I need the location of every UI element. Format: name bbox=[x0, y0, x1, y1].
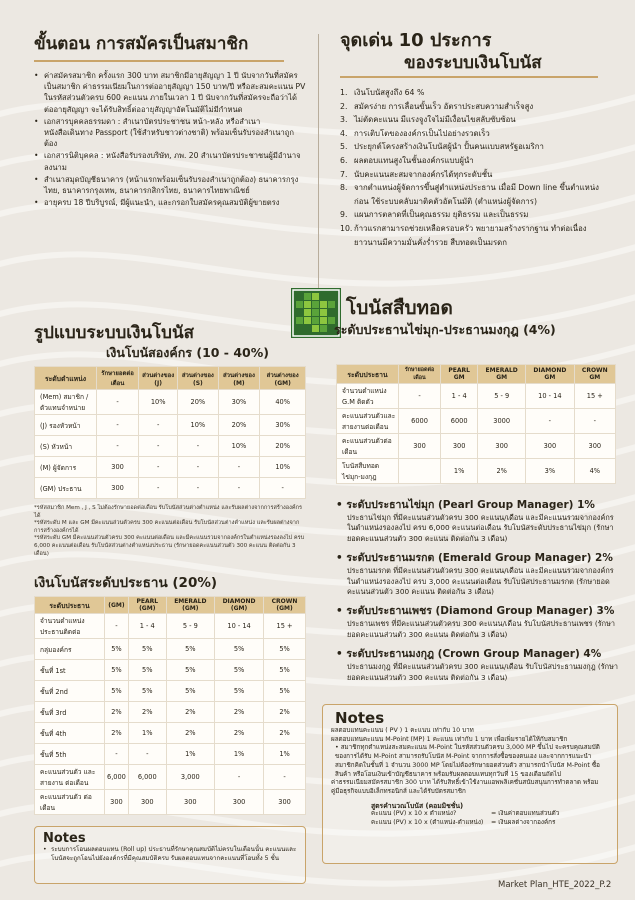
table-cell: - bbox=[97, 390, 139, 415]
notes-left-text-wrap bbox=[43, 846, 297, 863]
row-label: คะแนนส่วนตัวและสายงานต่อเดือน bbox=[337, 409, 399, 434]
table-cell: - bbox=[264, 765, 306, 790]
highlights-section bbox=[340, 30, 610, 249]
table-cell: 5% bbox=[215, 639, 264, 660]
table-header: DIAMOND (GM) bbox=[215, 597, 264, 614]
footnote: *รหัสระดับ GM มีคะแนนส่วนตัวครบ 300 คะแนนต่อเดือน และมีคะแนนรวมจากองค์กรในตำแหน่งรองลงไป ครบ 6,000 คะแนนต่อเดือน รับโบนัสส่วนต่างตำแหน่งประธาน (รักษายอดคะแนนส่วนตัว 300 คะแนน ติดต่อกัน 3 เดือน) bbox=[34, 535, 305, 557]
formula-left: คะแนน (PV) x 10 x (ตำแหน่ง-ตำแหน่ง) bbox=[371, 819, 484, 827]
table-cell: 15 + bbox=[264, 614, 306, 639]
bullet-icon: • bbox=[43, 846, 47, 853]
table-cell: 5 - 9 bbox=[166, 614, 214, 639]
table-cell: - bbox=[526, 409, 575, 434]
chair-bonus-section bbox=[34, 573, 306, 815]
table-header: ระดับประธาน bbox=[337, 365, 399, 384]
table-cell: 5% bbox=[166, 639, 214, 660]
table-header: PEARL (GM) bbox=[128, 597, 166, 614]
logo-square bbox=[312, 317, 319, 324]
table-cell: 300 bbox=[441, 434, 478, 459]
logo-square bbox=[320, 309, 327, 316]
logo-square bbox=[296, 301, 303, 308]
notes-left-box bbox=[34, 826, 306, 884]
highlight-number: 9. bbox=[340, 210, 348, 220]
highlight-number: 2. bbox=[340, 101, 348, 111]
highlight-text: แผนการตลาดที่เป็นคุณธรรม ยุติธรรม และเป็นธรรม bbox=[354, 210, 529, 220]
chair-bonus-table bbox=[34, 596, 306, 815]
row-label: ชั้นที่ 2nd bbox=[35, 681, 105, 702]
list-item: • อายุครบ 18 ปีบริบูรณ์, มีผู้แนะนำ, และกรอกใบสมัครคุณสมบัติผู้ขายตรง bbox=[34, 197, 306, 208]
table-cell: 300 bbox=[105, 790, 129, 815]
table-cell: - bbox=[105, 614, 129, 639]
table-row bbox=[35, 436, 306, 457]
notes-left-text: ระบบการโอนผลตอบแทน (Roll up) ประธานที่รักษาคุณสมบัติไม่ครบในเดือนนั้น คะแนนและโบนัสจะถูกโอนไปยังองค์กรที่มีคุณสมบัติครบ รับผลตอบแทนจากคะแนนที่โอนทั้ง 5 ชั้น bbox=[51, 846, 297, 862]
table-cell: 300 bbox=[478, 434, 526, 459]
column-divider bbox=[318, 34, 319, 296]
row-label: กลุ่มองค์กร bbox=[35, 639, 105, 660]
chair-level-heading bbox=[336, 602, 618, 619]
chair-level-heading bbox=[336, 496, 618, 513]
chair-level-item bbox=[336, 645, 618, 683]
table-cell: 3000 bbox=[478, 409, 526, 434]
table-cell: 30% bbox=[260, 415, 306, 436]
table-header: ระดับตำแหน่ง bbox=[35, 367, 97, 390]
org-bonus-title: รูปแบบระบบเงินโบนัส bbox=[34, 323, 194, 343]
highlight-item bbox=[340, 140, 610, 154]
chair-level-heading-text: ระดับประธานเพชร (Diamond Group Manager) 3% bbox=[346, 605, 615, 618]
table-row bbox=[35, 660, 306, 681]
table-row bbox=[35, 790, 306, 815]
chair-level-body: ประธานไข่มุก ที่มีคะแนนส่วนตัวครบ 300 คะแนน/เดือน และมีคะแนนรวมจากองค์กรในตำแหน่งรองลงไป ครบ 6,000 คะแนนต่อเดือน รับโบนัสระดับประธานไข่มุก (รักษายอดคะแนนส่วนตัว 300 คะแนน ติดต่อกัน 3 เดือน) bbox=[347, 513, 614, 543]
table-cell: 15 + bbox=[574, 384, 615, 409]
table-header: CROWN GM bbox=[574, 365, 615, 384]
table-cell: 20% bbox=[218, 415, 260, 436]
table-header: ส่วนต่างของ (J) bbox=[139, 367, 178, 390]
formula-title: สูตรคำนวณโบนัส (คอมมิชชั่น) bbox=[371, 801, 464, 810]
notes-right-title: Notes bbox=[335, 709, 385, 727]
notes-left-title: Notes bbox=[43, 831, 86, 846]
table-cell: 2% bbox=[264, 723, 306, 744]
registration-list bbox=[34, 70, 306, 208]
table-cell: 300 bbox=[215, 790, 264, 815]
row-label: จำนวนตำแหน่ง ประธานติดต่อ bbox=[35, 614, 105, 639]
logo-square bbox=[304, 301, 311, 308]
row-label: คะแนนส่วนตัวต่อเดือน bbox=[337, 434, 399, 459]
row-label: (S) หัวหน้า bbox=[35, 436, 97, 457]
highlight-item bbox=[340, 100, 610, 114]
table-cell: 5% bbox=[215, 681, 264, 702]
table-cell: 5% bbox=[128, 639, 166, 660]
table-cell: 300 bbox=[526, 434, 575, 459]
highlights-title: จุดเด่น 10 ประการ bbox=[340, 30, 492, 51]
highlight-number: 5. bbox=[340, 142, 348, 152]
table-cell: 1% bbox=[264, 744, 306, 765]
formula-row bbox=[331, 819, 609, 828]
table-cell: 6,000 bbox=[105, 765, 129, 790]
highlight-text: นับคะแนนสะสมจากองค์กรได้ทุกระดับชั้น bbox=[354, 169, 493, 179]
table-row bbox=[35, 390, 306, 415]
table-cell: 10 - 14 bbox=[526, 384, 575, 409]
table-cell: - bbox=[97, 436, 139, 457]
table-row bbox=[35, 681, 306, 702]
logo-square bbox=[312, 325, 319, 332]
row-label: คะแนนส่วนตัว และสายงาน ต่อเดือน bbox=[35, 765, 105, 790]
table-cell: 1% bbox=[128, 723, 166, 744]
chair-level-item bbox=[336, 602, 618, 640]
logo-square bbox=[304, 317, 311, 324]
list-item: • เอกสารบุคคลธรรมดา : สำเนาบัตรประชาชน หน้า-หลัง หรือสำเนาหนังสือเดินทาง Passport (ใช้สำหรับชาวต่างชาติ) พร้อมเซ็นรับรองสำเนาถูกต้อง bbox=[34, 116, 306, 150]
table-row bbox=[35, 639, 306, 660]
table-header: ส่วนต่างของ (M) bbox=[218, 367, 260, 390]
logo-square bbox=[328, 301, 335, 308]
table-row bbox=[35, 723, 306, 744]
highlight-text: ก้าวแรกสามารถช่วยเหลือครอบครัว พยายามสร้างรากฐาน ทำต่อเนื่องยาวนานมีความมั่นคั่งร่ำรวย สืบทอดเป็นมรดก bbox=[354, 223, 587, 247]
highlight-number: 3. bbox=[340, 115, 348, 125]
bullet-icon: • bbox=[336, 552, 347, 565]
table-cell: 40% bbox=[260, 390, 306, 415]
highlight-item bbox=[340, 208, 610, 222]
table-row bbox=[35, 744, 306, 765]
row-label: จำนวนตำแหน่ง G.M ติดตัว bbox=[337, 384, 399, 409]
table-cell: 4% bbox=[574, 459, 615, 484]
table-cell: 2% bbox=[105, 702, 129, 723]
row-label: ชั้นที่ 4th bbox=[35, 723, 105, 744]
table-header: (GM) bbox=[105, 597, 129, 614]
table-cell: - bbox=[139, 457, 178, 478]
row-label: คะแนนส่วนตัว ต่อเดือน bbox=[35, 790, 105, 815]
notes-line: • สมาชิกทุกตำแหน่งสะสมคะแนน M-Point ในรหัสส่วนตัวครบ 3,000 MP ขึ้นไป จะครบคุณสมบัติของการได้รับ M-Point สามารถรับโบนัส M-Point จากการสั่งซื้อของตนเอง และจากการแนะนำสมาชิกคิดในชั้นที่ 1 จำนวน 3000 MP โดยไม่ต้องรักษายอดส่วนตัว สามารถนำโบนัส M-Point ซื้อสินค้า หรือโอนเงินเข้าบัญชีธนาคาร พร้อมรับผลตอบแทนทุกวันที่ 15 ของเดือนถัดไป bbox=[335, 744, 600, 778]
row-label: ชั้นที่ 1st bbox=[35, 660, 105, 681]
table-cell: 5% bbox=[264, 660, 306, 681]
table-cell: 300 bbox=[128, 790, 166, 815]
chair-level-body: ประธานมรกต ที่มีคะแนนส่วนตัวครบ 300 คะแนน/เดือน และมีคะแนนรวมจากองค์กรในตำแหน่งรองลงไป ครบ 3,000 คะแนนต่อเดือน รับโบนัสประธานมรกต (รักษายอดคะแนนส่วนตัว 300 คะแนน ติดต่อกัน 3 เดือน) bbox=[347, 566, 614, 597]
highlight-number: 7. bbox=[340, 169, 348, 179]
notes-right-body bbox=[331, 727, 609, 828]
bullet-icon: • bbox=[336, 605, 347, 618]
chair-level-body: ประธานเพชร ที่มีคะแนนส่วนตัวครบ 300 คะแนน/เดือน รับโบนัสประธานเพชร (รักษายอดคะแนนส่วนตัว 300 คะแนน ติดต่อกัน 3 เดือน) bbox=[347, 619, 615, 639]
highlight-item bbox=[340, 168, 610, 182]
table-row bbox=[337, 409, 616, 434]
highlights-subtitle: ของระบบเงินโบนัส bbox=[340, 52, 598, 78]
table-cell: 5% bbox=[128, 681, 166, 702]
table-row bbox=[35, 457, 306, 478]
table-cell: 1% bbox=[215, 744, 264, 765]
chair-level-heading-text: ระดับประธานมรกต (Emerald Group Manager) 2% bbox=[346, 552, 613, 565]
table-header: EMERALD GM bbox=[478, 365, 526, 384]
highlight-text: ประยุกต์โครงสร้างเงินโบนัสผู้นำ ปั้นคนแบบสหรัฐอเมริกา bbox=[354, 142, 544, 152]
table-row bbox=[35, 765, 306, 790]
table-cell: 300 bbox=[264, 790, 306, 815]
logo-square bbox=[312, 309, 319, 316]
table-row bbox=[337, 434, 616, 459]
chair-level-item bbox=[336, 496, 618, 544]
registration-section bbox=[34, 30, 306, 209]
formula-right: = เงินผลต่างจากองค์กร bbox=[491, 819, 556, 827]
table-cell: 20% bbox=[178, 390, 218, 415]
table-row bbox=[35, 614, 306, 639]
table-cell: - bbox=[178, 436, 218, 457]
table-cell: 10% bbox=[139, 390, 178, 415]
page-footer: Market Plan_HTE_2022_P.2 bbox=[498, 880, 612, 890]
highlights-list bbox=[340, 86, 610, 249]
notes-line: ผลตอบแทนคะแนน M-Point (MP) 1 คะแนน เท่ากับ 1 บาท เพื่อเพิ่มรายได้ให้กับสมาชิก bbox=[331, 735, 568, 743]
table-cell: 300 bbox=[166, 790, 214, 815]
chair-level-descriptions bbox=[336, 496, 618, 688]
logo-square bbox=[296, 317, 303, 324]
org-bonus-subtitle: เงินโบนัสองค์กร (10 - 40%) bbox=[106, 345, 269, 360]
logo-square bbox=[312, 301, 319, 308]
table-cell: 5% bbox=[264, 639, 306, 660]
table-cell: 10 - 14 bbox=[215, 614, 264, 639]
table-cell: - bbox=[128, 744, 166, 765]
table-cell: - bbox=[139, 478, 178, 499]
highlight-number: 4. bbox=[340, 128, 348, 138]
list-item: • ค่าสมัครสมาชิก ครั้งแรก 300 บาท สมาชิกมีอายุสัญญา 1 ปี นับจากวันที่สมัครเป็นสมาชิก ค่าธรรมเนียมในการต่ออายุสัญญา 150 บาท/ปี หรือสะสมคะแนน PV ในรหัสส่วนตัวครบ 600 คะแนน ภายในเวลา 1 ปี นับจากวันที่สมัครจะถือว่าได้ต่ออายุสัญญา จะได้รับสิทธิ์ต่ออายุสัญญาอัตโนมัติไม่มีกำหนด bbox=[34, 70, 306, 115]
highlight-text: ผลตอบแทนสูงในชั้นองค์กรแบบผู้นำ bbox=[354, 155, 474, 165]
table-cell: 1 - 4 bbox=[128, 614, 166, 639]
chair-level-heading bbox=[336, 645, 618, 662]
table-cell: 5% bbox=[105, 639, 129, 660]
table-cell: 300 bbox=[574, 434, 615, 459]
logo-square bbox=[320, 325, 327, 332]
logo-square bbox=[320, 301, 327, 308]
inheritance-section bbox=[334, 296, 616, 346]
highlight-number: 8. bbox=[340, 183, 348, 193]
org-bonus-table bbox=[34, 366, 306, 499]
table-cell: 3,000 bbox=[166, 765, 214, 790]
highlight-item bbox=[340, 113, 610, 127]
table-cell: - bbox=[139, 415, 178, 436]
row-label: (Mem) สมาชิก / ตัวแทนจำหน่าย bbox=[35, 390, 97, 415]
highlight-text: ไม่ตัดคะแนน มีแรงจูงใจไม่มีเงื่อนไขสลับซับซ้อน bbox=[354, 115, 516, 125]
notes-right-box bbox=[322, 704, 618, 864]
formula-right: = เงินค่าตอบแทนส่วนตัว bbox=[491, 810, 560, 818]
table-cell: - bbox=[178, 457, 218, 478]
table-cell: 2% bbox=[478, 459, 526, 484]
chair-level-heading-text: ระดับประธานมงกุฎ (Crown Group Manager) 4% bbox=[346, 648, 602, 661]
table-cell: 2% bbox=[166, 723, 214, 744]
table-cell: 1% bbox=[441, 459, 478, 484]
highlight-text: จากตำแหน่งผู้จัดการขึ้นสู่ตำแหน่งประธาน เมื่อมี Down line ขึ้นตำแหน่งก่อน ใช้ระบบคลับมาติคตัวอัตโนมัติ (ตำแหน่งผู้จัดการ) bbox=[354, 183, 599, 206]
highlight-text: เงินโบนัสสูงถึง 64 % bbox=[354, 88, 425, 97]
table-cell: 6000 bbox=[399, 409, 441, 434]
table-header: รักษายอดต่อเดือน bbox=[97, 367, 139, 390]
logo-square bbox=[320, 317, 327, 324]
table-cell: 2% bbox=[166, 702, 214, 723]
list-item: • สำเนาสมุดบัญชีธนาคาร (หน้าแรกพร้อมเซ็นรับรองสำเนาถูกต้อง) ธนาคารกรุงไทย, ธนาคารกรุงเทพ, ธนาคารกสิกรไทย, ธนาคารไทยพาณิชย์ bbox=[34, 174, 306, 196]
table-cell: - bbox=[139, 436, 178, 457]
table-cell: - bbox=[178, 478, 218, 499]
table-cell: 1% bbox=[166, 744, 214, 765]
bullet-icon: • bbox=[336, 648, 347, 661]
inheritance-table-wrap bbox=[336, 364, 616, 484]
table-cell: - bbox=[215, 765, 264, 790]
table-cell: - bbox=[218, 457, 260, 478]
notes-line: ผลตอบแทนคะแนน ( PV ) 1 คะแนน เท่ากับ 10 บาท bbox=[331, 727, 474, 734]
table-cell: 6,000 bbox=[128, 765, 166, 790]
table-cell: 1 - 4 bbox=[441, 384, 478, 409]
org-bonus-footnotes bbox=[34, 505, 306, 558]
table-header: ระดับประธาน bbox=[35, 597, 105, 614]
highlight-item bbox=[340, 127, 610, 141]
org-bonus-section bbox=[34, 322, 306, 558]
highlight-item bbox=[340, 222, 610, 249]
table-header: PEARL GM bbox=[441, 365, 478, 384]
list-item: • เอกสารนิติบุคคล : หนังสือรับรองบริษัท, ภพ. 20 สำเนาบัตรประชาชนผู้มีอำนาจลงนาม bbox=[34, 150, 306, 172]
table-cell: 2% bbox=[264, 702, 306, 723]
table-cell: - bbox=[105, 744, 129, 765]
row-label: (GM) ประธาน bbox=[35, 478, 97, 499]
table-cell: 300 bbox=[399, 434, 441, 459]
chair-level-heading-text: ระดับประธานไข่มุก (Pearl Group Manager) 1% bbox=[346, 499, 595, 511]
table-cell: - bbox=[218, 478, 260, 499]
table-cell: 5% bbox=[166, 681, 214, 702]
table-cell: 300 bbox=[97, 457, 139, 478]
table-cell: 10% bbox=[218, 436, 260, 457]
footnote: *รหัสสมาชิก Mem , J , S ไม่ต้องรักษายอดต่อเดือน รับโบนัสส่วนต่างตำแหน่ง และรับผลต่างจากการสร้างองค์กรได้ bbox=[34, 505, 302, 519]
notes-line: ค่าธรรมเนียมสมัครสมาชิก 300 บาท ได้รับสิทธิ์เข้าใช้งานแอพพลิเคชั่นสนับสนุนการทำตลาด พร้อมคู่มือธุรกิจแบบอิเล็กทรอนิกส์ และได้รับบัตรสมาชิก bbox=[331, 779, 599, 795]
table-cell bbox=[399, 459, 441, 484]
table-cell: 2% bbox=[215, 702, 264, 723]
chair-level-item bbox=[336, 549, 618, 597]
table-cell: 2% bbox=[215, 723, 264, 744]
table-cell: 10% bbox=[260, 457, 306, 478]
highlight-text: สมัครง่าย การเลื่อนขั้นเร็ว อัตราประสบความสำเร็จสูง bbox=[354, 101, 534, 111]
table-cell: 2% bbox=[128, 702, 166, 723]
table-row bbox=[35, 415, 306, 436]
row-label: (M) ผู้จัดการ bbox=[35, 457, 97, 478]
row-label: ชั้นที่ 3rd bbox=[35, 702, 105, 723]
table-cell: 5% bbox=[128, 660, 166, 681]
row-label: ชั้นที่ 5th bbox=[35, 744, 105, 765]
table-header: ส่วนต่างของ (S) bbox=[178, 367, 218, 390]
formula-left: คะแนน (PV) x 10 x ตำแหน่ง? bbox=[371, 810, 457, 818]
row-label: โบนัสสืบทอด ไข่มุก-มงกุฎ bbox=[337, 459, 399, 484]
highlight-text: การเติบโตขององค์กรเป็นไปอย่างรวดเร็ว bbox=[354, 128, 490, 138]
table-cell: 300 bbox=[97, 478, 139, 499]
table-row bbox=[337, 384, 616, 409]
table-cell: 6000 bbox=[441, 409, 478, 434]
table-row bbox=[337, 459, 616, 484]
table-cell: - bbox=[574, 409, 615, 434]
table-cell: 30% bbox=[218, 390, 260, 415]
logo-square bbox=[304, 293, 311, 300]
table-cell: - bbox=[399, 384, 441, 409]
table-cell: 3% bbox=[526, 459, 575, 484]
chair-level-body: ประธานมงกุฎ ที่มีคะแนนส่วนตัวครบ 300 คะแนน/เดือน รับโบนัสประธานมงกุฎ (รักษายอดคะแนนส่วนตัว 300 คะแนน ติดต่อกัน 3 เดือน) bbox=[347, 662, 619, 682]
chair-bonus-title: เงินโบนัสระดับประธาน (20%) bbox=[34, 575, 218, 591]
table-header: ส่วนต่างของ (GM) bbox=[260, 367, 306, 390]
footnote: *รหัสระดับ M และ GM มีคะแนนส่วนตัวครบ 300 คะแนนต่อเดือน รับโบนัสส่วนต่างตำแหน่ง และรับผลต่างจากการสร้างองค์กรได้ bbox=[34, 520, 300, 534]
highlight-item bbox=[340, 86, 610, 100]
table-cell: 5% bbox=[264, 681, 306, 702]
table-cell: 5% bbox=[215, 660, 264, 681]
table-cell: 5% bbox=[105, 660, 129, 681]
table-header: DIAMOND GM bbox=[526, 365, 575, 384]
registration-title: ขั้นตอน การสมัครเป็นสมาชิก bbox=[34, 30, 284, 62]
logo-square bbox=[312, 293, 319, 300]
table-header: รักษายอดต่อเดือน bbox=[399, 365, 441, 384]
inheritance-table bbox=[336, 364, 616, 484]
table-row bbox=[35, 702, 306, 723]
highlight-number: 10. bbox=[340, 223, 353, 233]
table-cell: 10% bbox=[178, 415, 218, 436]
logo-square bbox=[304, 309, 311, 316]
table-cell: 2% bbox=[105, 723, 129, 744]
highlight-number: 1. bbox=[340, 88, 348, 97]
bullet-icon: • bbox=[336, 499, 347, 511]
table-cell: 5% bbox=[105, 681, 129, 702]
highlight-item bbox=[340, 154, 610, 168]
table-cell: 20% bbox=[260, 436, 306, 457]
inheritance-title: โบนัสสืบทอด bbox=[346, 297, 453, 319]
table-row bbox=[35, 478, 306, 499]
table-cell: - bbox=[260, 478, 306, 499]
table-cell: - bbox=[97, 415, 139, 436]
table-header: CROWN (GM) bbox=[264, 597, 306, 614]
formula-row bbox=[331, 810, 609, 819]
table-cell: 5 - 9 bbox=[478, 384, 526, 409]
highlight-number: 6. bbox=[340, 155, 348, 165]
table-cell: 5% bbox=[166, 660, 214, 681]
inheritance-subtitle: ระดับประธานไข่มุก-ประธานมงกุฎ (4%) bbox=[334, 322, 556, 337]
highlight-item bbox=[340, 181, 610, 208]
row-label: (J) รองหัวหน้า bbox=[35, 415, 97, 436]
table-header: EMERALD (GM) bbox=[166, 597, 214, 614]
chair-level-heading bbox=[336, 549, 618, 566]
